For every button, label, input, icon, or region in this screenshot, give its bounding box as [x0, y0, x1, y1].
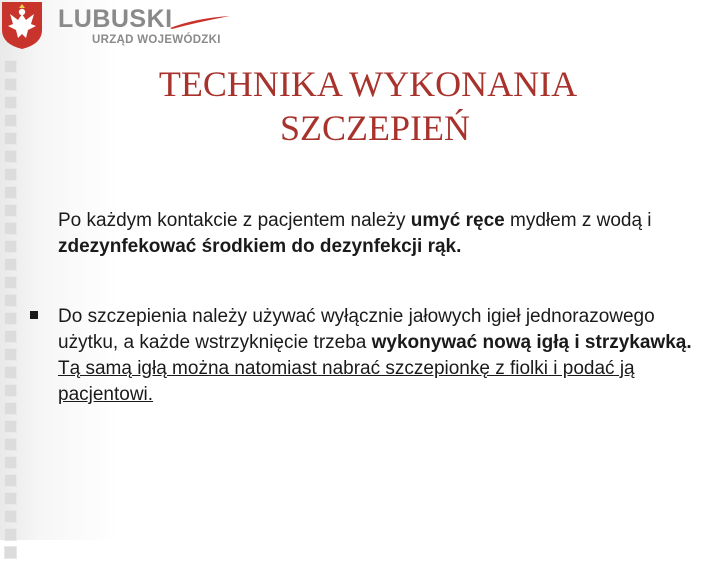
- paragraph1-bold-1: umyć ręce: [410, 210, 505, 231]
- bullet-bold-1: wykonywać nową igłą i strzykawką.: [371, 332, 692, 353]
- paragraph1-text-2: mydłem z wodą i: [504, 210, 652, 231]
- hand-hygiene-paragraph: [58, 208, 698, 260]
- bullet-underlined-text: Tą samą igłą można natomiast nabrać szczepionkę z fiolki i podać ją pacjentowi.: [58, 358, 635, 405]
- slide-title-line2: SZCZEPIEŃ: [279, 108, 470, 148]
- brand-name: LUBUSKI: [58, 5, 173, 33]
- needle-instructions-paragraph: [58, 304, 708, 408]
- paragraph1-text-1: Po każdym kontakcie z pacjentem należy: [58, 210, 411, 231]
- red-swoosh-icon: [168, 14, 232, 30]
- bullet-text-1: Do szczepienia należy używać wyłącznie jałowych igieł jednorazowego użytku, a każde wstrzyknięcie trzeba: [58, 306, 655, 353]
- slide-title: [0, 62, 720, 150]
- paragraph1-bold-2: zdezynfekować środkiem do dezynfekcji rąk.: [58, 236, 462, 257]
- square-bullet-icon: [30, 311, 38, 319]
- brand-subtitle: URZĄD WOJEWÓDZKI: [92, 34, 221, 46]
- polish-eagle-emblem-icon: [0, 0, 44, 50]
- slide-title-line1: TECHNIKA WYKONANIA: [158, 64, 578, 104]
